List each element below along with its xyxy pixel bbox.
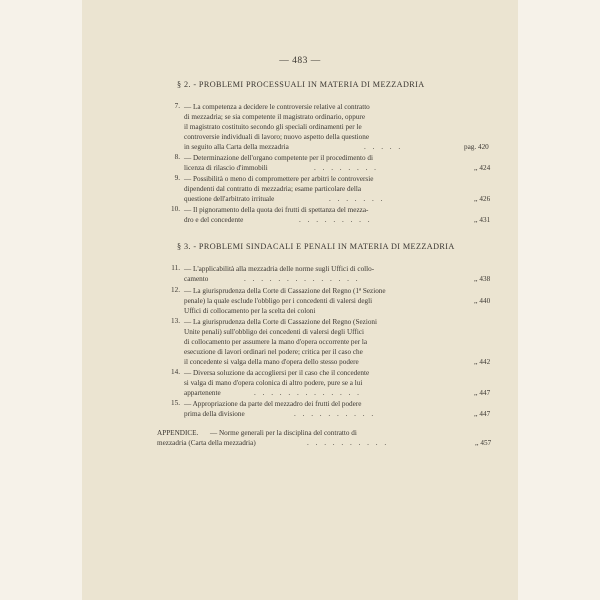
page-ref: ,, 442 bbox=[474, 358, 491, 366]
page-number: — 483 — bbox=[279, 56, 321, 66]
entry-text: il magistrato costituito secondo gli speciali ordinamenti per le bbox=[184, 123, 362, 131]
entry-number: 15. bbox=[171, 399, 180, 407]
leader-dots: . . . . . . . . . . . . . . bbox=[244, 275, 361, 283]
page-ref: ,, 447 bbox=[474, 410, 491, 418]
leader-dots: . . . . . . . . . . bbox=[294, 410, 376, 418]
leader-dots: . . . . . . . . . . bbox=[307, 439, 389, 447]
page-ref: ,, 447 bbox=[474, 389, 491, 397]
section-title: § 3. - PROBLEMI SINDACALI E PENALI IN MATERIA DI MEZZADRIA bbox=[177, 242, 455, 251]
entry-text: — Il pignoramento della quota dei frutti di spettanza del mezza- bbox=[184, 206, 369, 214]
entry-text: dipendenti dal contratto di mezzadria; esame particolare della bbox=[184, 185, 362, 193]
entry-text: Uffici di collocamento per la scelta dei coloni bbox=[184, 307, 316, 315]
page-ref: ,, 440 bbox=[474, 297, 491, 305]
entry-text: in seguito alla Carta della mezzadria bbox=[184, 143, 289, 151]
entry-text: questione dell'arbitrato irrituale bbox=[184, 195, 275, 203]
entry-text: — L'applicabilità alla mezzadria delle norme sugli Uffici di collo- bbox=[184, 265, 375, 273]
entry-number: 10. bbox=[171, 205, 180, 213]
entry-text: — Appropriazione da parte del mezzadro dei frutti del podere bbox=[184, 400, 362, 408]
leader-dots: . . . . . . . . . . . . . bbox=[254, 389, 362, 397]
entry-text: dro e del concedente bbox=[184, 216, 244, 224]
section-title: § 2. - PROBLEMI PROCESSUALI IN MATERIA DI MEZZADRIA bbox=[177, 80, 425, 89]
book-page bbox=[82, 0, 518, 600]
leader-dots: . . . . . . . . . bbox=[299, 216, 373, 224]
entry-number: 9. bbox=[174, 174, 180, 182]
page-ref: ,, 424 bbox=[474, 164, 491, 172]
entry-number: 11. bbox=[171, 264, 180, 272]
entry-text: di mezzadria; se sia competente il magistrato ordinario, oppure bbox=[184, 113, 366, 121]
page-ref: ,, 457 bbox=[475, 439, 492, 447]
entry-text: di collocamento per assumere la mano d'opera occorrente per la bbox=[184, 338, 368, 346]
entry-text: — La competenza a decidere le controversie relative al contratto bbox=[184, 103, 370, 111]
entry-number: 8. bbox=[174, 153, 180, 161]
entry-text: prima della divisione bbox=[184, 410, 245, 418]
entry-number: 12. bbox=[171, 286, 180, 294]
entry-text: — La giurisprudenza della Corte di Cassazione del Regno (1ª Sezione bbox=[184, 287, 386, 295]
entry-text: controversie individuali di lavoro; nuovo aspetto della questione bbox=[184, 133, 370, 141]
appendix-text: mezzadria (Carta della mezzadria) bbox=[157, 439, 256, 447]
entry-text: esecuzione di lavori ordinari nel podere; critica per il caso che bbox=[184, 348, 363, 356]
page-ref: ,, 426 bbox=[474, 195, 491, 203]
entry-text: camento bbox=[184, 275, 209, 283]
leader-dots: . . . . . . . . bbox=[314, 164, 379, 172]
entry-text: penale) la quale esclude l'obbligo per i concedenti di valersi degli bbox=[184, 297, 373, 305]
entry-text: si valga di mano d'opera colonica di altro podere, pure se a lui bbox=[184, 379, 363, 387]
entry-text: — Diversa soluzione da accogliersi per il caso che il concedente bbox=[184, 369, 370, 377]
leader-dots: . . . . . . . bbox=[329, 195, 385, 203]
entry-text: appartenente bbox=[184, 389, 221, 397]
page-ref: pag. 420 bbox=[464, 143, 489, 151]
entry-text: il concedente si valga della mano d'opera dello stesso podere bbox=[184, 358, 359, 366]
entry-text: licenza di rilascio d'immobili bbox=[184, 164, 268, 172]
entry-text: — Possibilità o meno di compromettere per arbitri le controversie bbox=[184, 175, 374, 183]
entry-text: — La giurisprudenza della Corte di Cassazione del Regno (Sezioni bbox=[184, 318, 378, 326]
appendix-label: APPENDICE. bbox=[157, 429, 199, 437]
page-ref: ,, 438 bbox=[474, 275, 491, 283]
page-ref: ,, 431 bbox=[474, 216, 491, 224]
appendix-text: — Norme generali per la disciplina del contratto di bbox=[210, 429, 357, 437]
entry-text: Unite penali) sull'obbligo dei concedenti di valersi degli Uffici bbox=[184, 328, 365, 336]
entry-number: 13. bbox=[171, 317, 180, 325]
entry-number: 14. bbox=[171, 368, 180, 376]
entry-number: 7. bbox=[174, 102, 180, 110]
leader-dots: . . . . . bbox=[364, 143, 403, 151]
entry-text: — Determinazione dell'organo competente per il procedimento di bbox=[184, 154, 373, 162]
